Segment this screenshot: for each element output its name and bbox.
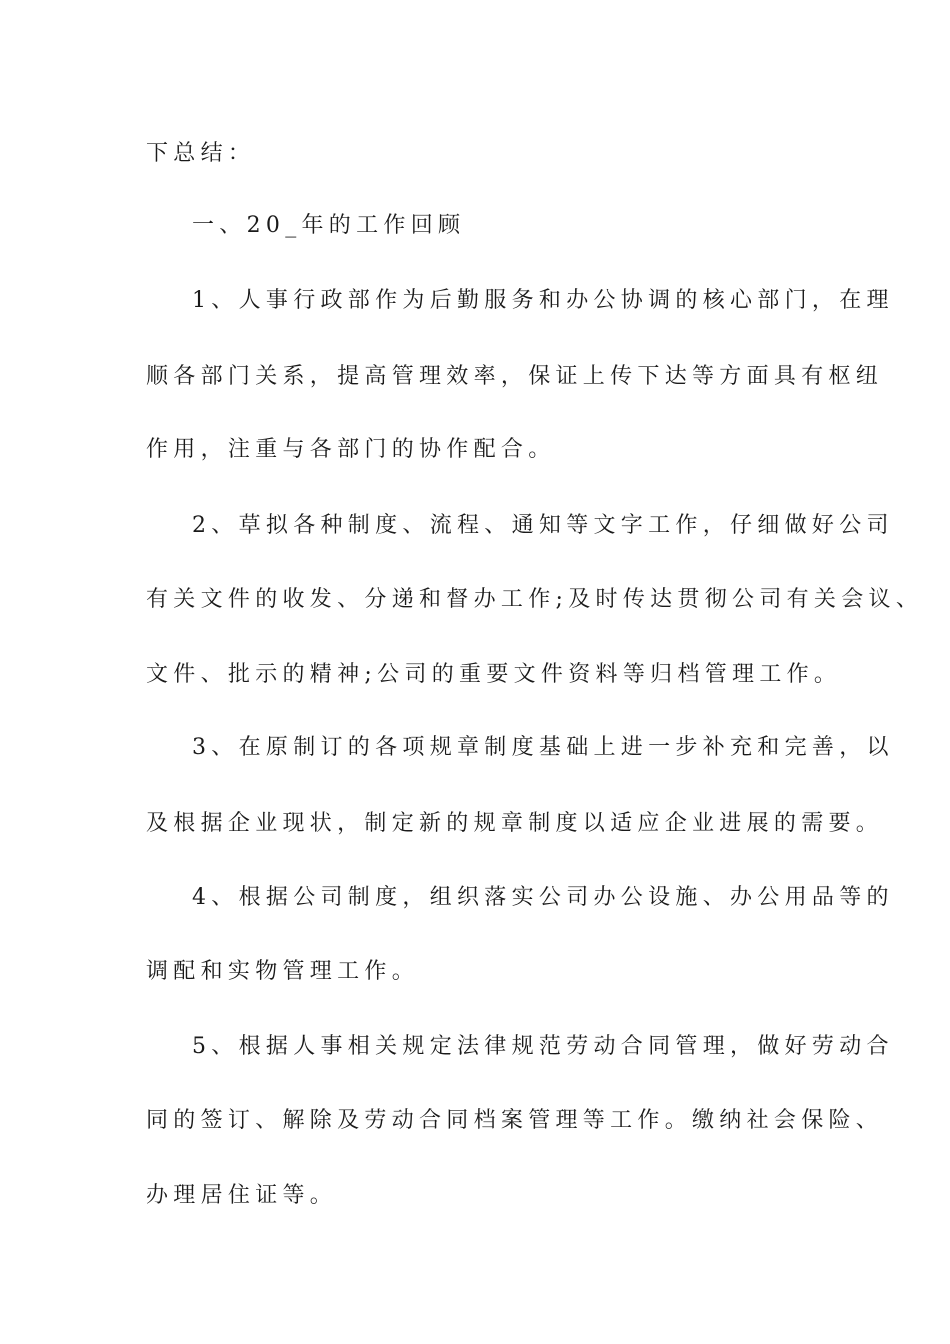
paragraph-4-line-1: 4、根据公司制度，组织落实公司办公设施、办公用品等的 <box>192 885 894 910</box>
paragraph-5-line-1: 5、根据人事相关规定法律规范劳动合同管理，做好劳动合 <box>192 1034 894 1059</box>
paragraph-2-line-1: 2、草拟各种制度、流程、通知等文字工作，仔细做好公司 <box>192 513 894 538</box>
paragraph-1-line-1: 1、人事行政部作为后勤服务和办公协调的核心部门，在理 <box>192 288 894 313</box>
paragraph-5-line-3: 办理居住证等。 <box>146 1183 338 1208</box>
paragraph-5-line-2: 同的签订、解除及劳动合同档案管理等工作。缴纳社会保险、 <box>146 1108 884 1133</box>
paragraph-2-line-2: 有关文件的收发、分递和督办工作;及时传达贯彻公司有关会议、 <box>146 587 924 612</box>
paragraph-1-line-2: 顺各部门关系，提高管理效率，保证上传下达等方面具有枢纽 <box>146 364 884 389</box>
paragraph-3-line-2: 及根据企业现状，制定新的规章制度以适应企业进展的需要。 <box>146 811 884 836</box>
section-heading-review: 一、20_年的工作回顾 <box>192 213 466 238</box>
paragraph-3-line-1: 3、在原制订的各项规章制度基础上进一步补充和完善，以 <box>192 735 894 760</box>
paragraph-4-line-2: 调配和实物管理工作。 <box>146 959 420 984</box>
text-line-summary-intro: 下总结： <box>146 141 256 166</box>
paragraph-2-line-3: 文件、批示的精神;公司的重要文件资料等归档管理工作。 <box>146 662 842 687</box>
paragraph-1-line-3: 作用，注重与各部门的协作配合。 <box>146 437 556 462</box>
